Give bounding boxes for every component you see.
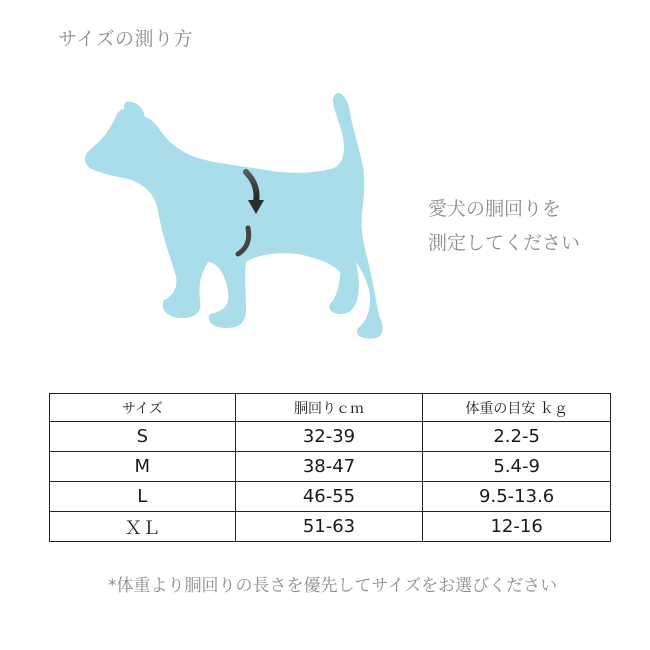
table-row [50,422,611,452]
girth-cell: 32-39 [235,422,423,452]
weight-cell: 9.5-13.6 [423,482,611,512]
measure-instruction [428,192,580,260]
table-row [50,452,611,482]
page-title: サイズの測り方 [58,28,193,50]
weight-cell: 2.2-5 [423,422,611,452]
size-cell: ＸＬ [50,512,236,542]
size-cell: S [50,422,236,452]
weight-cell: 5.4-9 [423,452,611,482]
size-table [49,393,611,542]
dog-illustration [78,86,388,346]
table-row [50,512,611,542]
size-cell: L [50,482,236,512]
weight-cell: 12-16 [423,512,611,542]
table-header-row [50,394,611,422]
column-header-size: サイズ [50,394,236,422]
column-header-girth: 胴回りｃｍ [235,394,423,422]
girth-cell: 51-63 [235,512,423,542]
dog-silhouette [85,93,383,338]
column-header-weight: 体重の目安 ｋｇ [423,394,611,422]
instruction-line-1: 愛犬の胴回りを [428,198,562,220]
instruction-line-2: 測定してください [428,232,581,254]
girth-cell: 46-55 [235,482,423,512]
girth-cell: 38-47 [235,452,423,482]
table-row [50,482,611,512]
footnote: *体重より胴回りの長さを優先してサイズをお選びください [108,576,558,596]
size-cell: M [50,452,236,482]
